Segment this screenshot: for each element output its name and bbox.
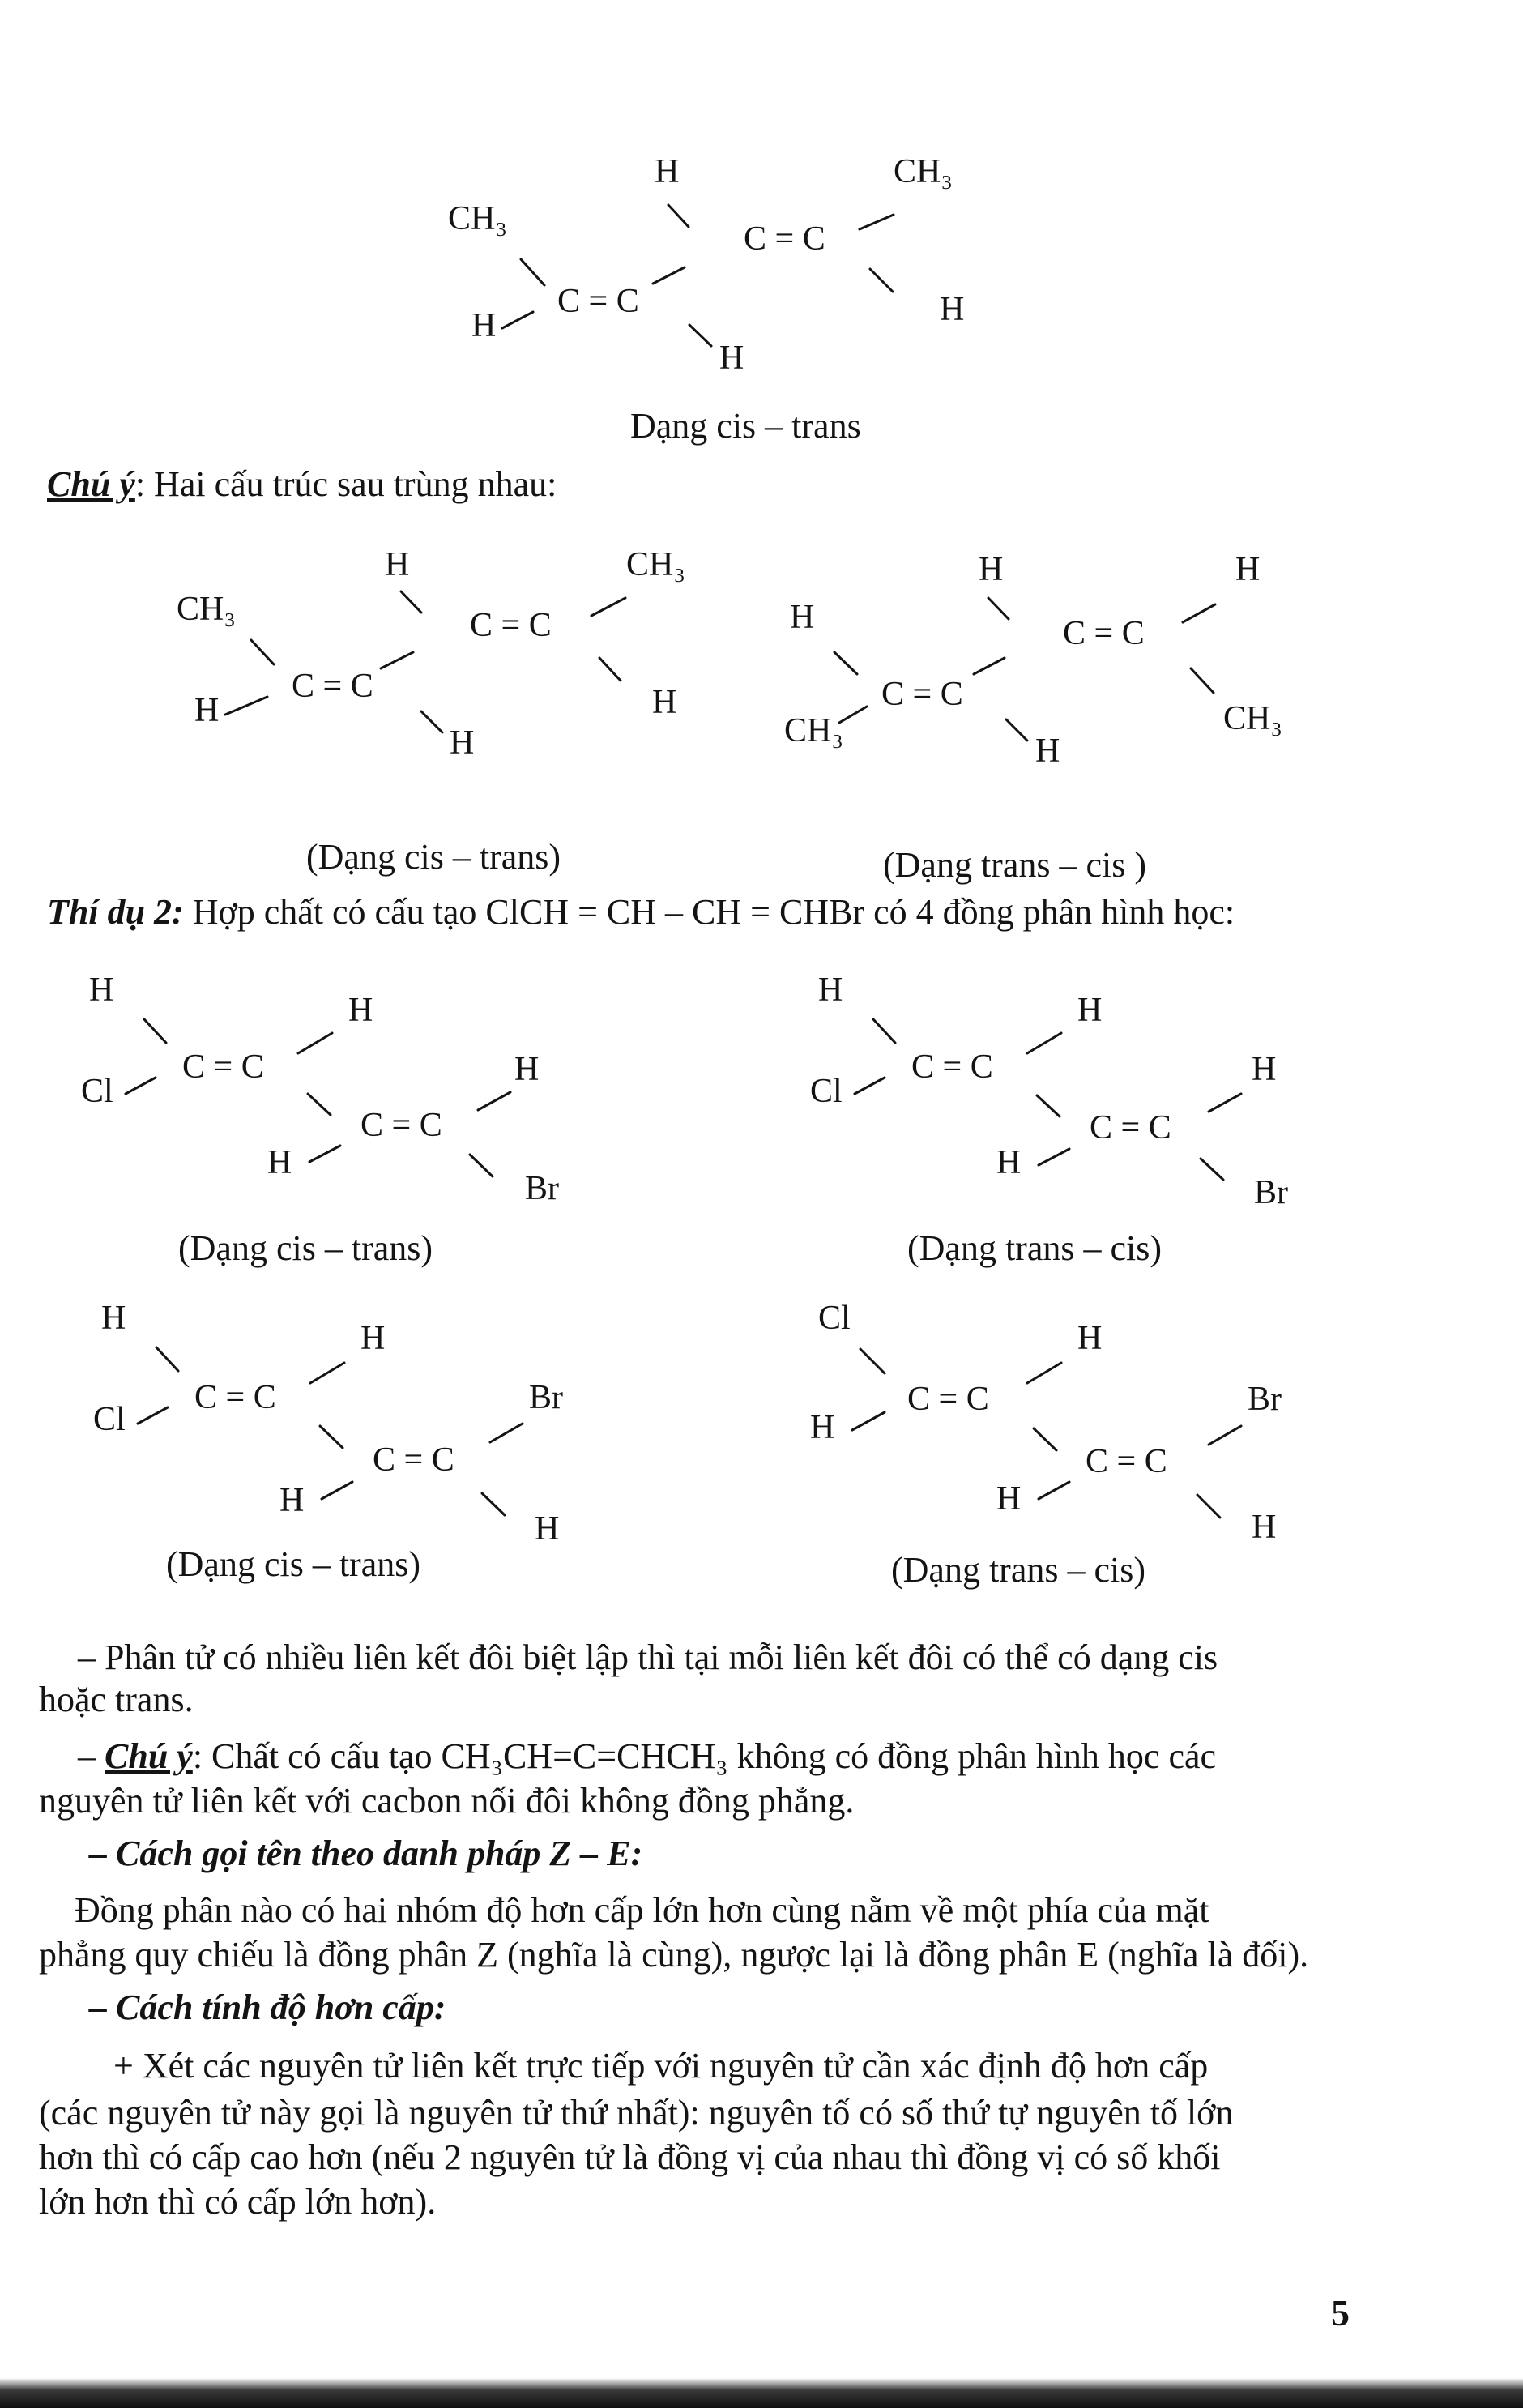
atom-label: CH₃ (626, 546, 685, 583)
bond-line (974, 658, 1005, 674)
atom-label: Br (525, 1170, 559, 1207)
bond-line (482, 1493, 505, 1515)
bond-line (1209, 1426, 1241, 1445)
paragraph-line: Đồng phân nào có hai nhóm độ hơn cấp lớn hơn cùng nằm về một phía của mặt (75, 1890, 1209, 1930)
paragraph-line: (các nguyên tử này gọi là nguyên tử thứ nhất): nguyên tố có số thứ tự nguyên tố lớn (39, 2093, 1234, 2133)
bond-line (1006, 719, 1027, 741)
atom-label: H (385, 546, 410, 583)
structure-halo-3 (93, 1292, 612, 1552)
bond-line (320, 1426, 343, 1448)
bond-line (490, 1424, 523, 1442)
atom-label: H (790, 599, 815, 636)
atom-label: CH₃ (1223, 700, 1282, 737)
bond-line (401, 591, 421, 613)
structure-caption: (Dạng cis – trans) (306, 837, 561, 877)
bond-line (860, 215, 894, 229)
atom-label: H (101, 1300, 126, 1337)
structure-halo-2 (810, 964, 1329, 1223)
structure-caption: Dạng cis – trans (630, 406, 861, 446)
double-bond-label: C = C (470, 607, 552, 644)
bond-line (502, 312, 533, 328)
bond-line (599, 658, 621, 681)
note-label: Chú ý (47, 464, 135, 504)
structure-diene-2 (162, 535, 729, 778)
bond-line (138, 1407, 168, 1424)
paragraph-line: + Xét các nguyên tử liên kết trực tiếp với nguyên tử cần xác định độ hơn cấp (113, 2046, 1209, 2086)
example-text: Hợp chất có cấu tạo ClCH = CH – CH = CHBr có 4 đồng phân hình học: (183, 892, 1235, 932)
atom-label: H (535, 1510, 560, 1548)
bond-line (1037, 1095, 1060, 1116)
bond-line (322, 1482, 352, 1499)
atom-label: H (1235, 551, 1261, 588)
paragraph-line: hoặc trans. (39, 1680, 194, 1719)
bond-line (251, 640, 274, 664)
atom-label: H (940, 291, 965, 328)
bond-line (225, 697, 267, 715)
bond-line (1027, 1363, 1061, 1383)
atom-label: H (279, 1482, 305, 1519)
paragraph-line: lớn hơn thì có cấp lớn hơn). (39, 2182, 437, 2222)
bond-line (1039, 1149, 1069, 1165)
double-bond-label: C = C (360, 1107, 442, 1144)
paragraph-line: nguyên tử liên kết với cacbon nối đôi không đồng phẳng. (39, 1781, 855, 1821)
atom-label: CH₃ (784, 712, 843, 749)
double-bond-label: C = C (881, 676, 963, 713)
structure-caption: (Dạng trans – cis) (907, 1228, 1163, 1268)
atom-label: H (979, 551, 1004, 588)
atom-label: CH₃ (448, 200, 507, 237)
bond-line (834, 652, 857, 674)
bond-line (1034, 1428, 1056, 1450)
bond-line (381, 652, 413, 668)
atom-label: CH₃ (894, 153, 953, 190)
atom-label: H (267, 1144, 292, 1181)
atom-label: H (514, 1051, 540, 1088)
double-bond-label: C = C (744, 220, 825, 258)
atom-label: H (996, 1480, 1022, 1518)
bond-line (591, 598, 625, 616)
note-text: : Hai cấu trúc sau trùng nhau: (134, 464, 557, 504)
double-bond-label: C = C (911, 1048, 993, 1086)
atom-label: H (1252, 1051, 1277, 1088)
bond-line (156, 1347, 178, 1371)
double-bond-label: C = C (557, 283, 639, 320)
atom-label: Cl (810, 1073, 843, 1110)
bond-line (421, 711, 442, 732)
bond-line (668, 205, 689, 227)
atom-label: H (450, 724, 475, 762)
bond-line (1027, 1033, 1061, 1053)
atom-label: H (360, 1320, 386, 1357)
atom-label: H (818, 971, 843, 1009)
structure-halo-1 (81, 964, 599, 1223)
bond-line (689, 325, 711, 346)
atom-label: H (1077, 1320, 1103, 1357)
paragraph-line: phẳng quy chiếu là đồng phân Z (nghĩa là cùng), ngược lại là đồng phân E (nghĩa là đối). (39, 1935, 1309, 1975)
example-line (47, 890, 1235, 935)
double-bond-label: C = C (292, 668, 373, 705)
dash: – (78, 1736, 105, 1776)
structure-diene-1 (421, 142, 1005, 377)
double-bond-label: C = C (1090, 1109, 1171, 1146)
bond-line (852, 1412, 885, 1430)
atom-label: H (719, 339, 744, 377)
paragraph-line (78, 1734, 1216, 1779)
atom-label: Br (1254, 1174, 1288, 1211)
bond-line (873, 1019, 895, 1043)
atom-label: H (655, 153, 680, 190)
double-bond-label: C = C (182, 1048, 264, 1086)
atom-label: H (810, 1409, 835, 1446)
paragraph-line: hơn thì có cấp cao hơn (nếu 2 nguyên tử là đồng vị của nhau thì đồng vị có số khối (39, 2137, 1221, 2177)
bond-line (309, 1146, 340, 1162)
structure-caption: (Dạng trans – cis ) (883, 845, 1147, 885)
page-number: 5 (1331, 2292, 1350, 2333)
atom-label: Cl (81, 1073, 113, 1110)
bond-line (126, 1078, 156, 1094)
bond-line (1209, 1094, 1241, 1112)
bond-line (839, 707, 867, 723)
structure-halo-4 (810, 1292, 1329, 1552)
bond-line (144, 1019, 166, 1043)
page-edge-shadow (0, 2378, 1523, 2408)
bond-line (521, 259, 544, 285)
structure-caption: (Dạng cis – trans) (166, 1544, 421, 1584)
atom-label: H (996, 1144, 1022, 1181)
bond-line (870, 269, 893, 292)
double-bond-label: C = C (1086, 1443, 1167, 1480)
example-label: Thí dụ 2: (47, 892, 184, 932)
atom-label: H (1252, 1509, 1277, 1546)
bond-line (1197, 1495, 1220, 1518)
double-bond-label: C = C (373, 1441, 454, 1479)
paragraph-line: – Phân tử có nhiều liên kết đôi biệt lập thì tại mỗi liên kết đôi có thể có dạng cis (78, 1637, 1218, 1677)
bond-line (1191, 668, 1214, 693)
note-label: Chú ý (105, 1736, 193, 1776)
atom-label: Cl (818, 1300, 851, 1337)
atom-label: H (1035, 732, 1060, 770)
bond-line (653, 267, 685, 284)
double-bond-label: C = C (1063, 615, 1145, 652)
double-bond-label: C = C (194, 1379, 276, 1416)
bond-line (1039, 1482, 1069, 1499)
structure-caption: (Dạng trans – cis) (891, 1550, 1146, 1590)
section-heading: – Cách gọi tên theo danh pháp Z – E: (89, 1834, 643, 1873)
bond-line (1183, 604, 1215, 622)
bond-line (298, 1033, 332, 1053)
atom-label: Br (1248, 1381, 1282, 1418)
note-line (47, 462, 557, 507)
bond-line (310, 1363, 344, 1383)
atom-label: CH₃ (177, 591, 236, 628)
structure-diene-3 (762, 535, 1345, 778)
atom-label: H (471, 307, 497, 344)
bond-line (308, 1094, 331, 1115)
atom-label: H (1077, 992, 1103, 1029)
structure-caption: (Dạng cis – trans) (178, 1228, 433, 1268)
bond-line (478, 1092, 510, 1110)
atom-label: H (348, 992, 373, 1029)
section-heading: – Cách tính độ hơn cấp: (89, 1987, 446, 2027)
note-text: : Chất có cấu tạo CH₃CH=C=CHCH₃ không có đồng phân hình học các (192, 1736, 1217, 1776)
atom-label: H (194, 692, 220, 729)
atom-label: Cl (93, 1401, 126, 1438)
bond-line (1201, 1159, 1223, 1180)
double-bond-label: C = C (907, 1381, 989, 1418)
bond-line (860, 1349, 885, 1373)
atom-label: H (89, 971, 114, 1009)
atom-label: Br (529, 1379, 563, 1416)
bond-line (470, 1155, 493, 1176)
bond-line (855, 1078, 885, 1094)
atom-label: H (652, 684, 677, 721)
bond-line (988, 598, 1009, 619)
